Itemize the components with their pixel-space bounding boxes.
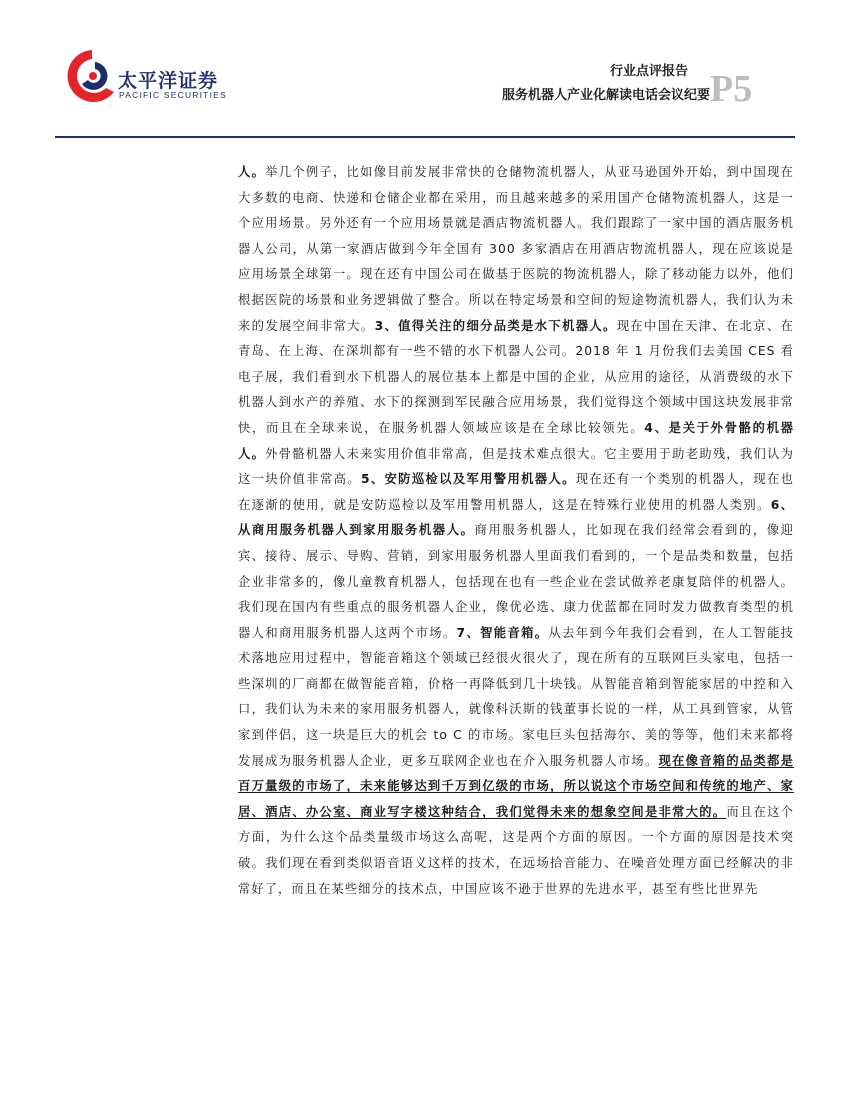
text-run: 商用服务机器人，比如现在我们经常会看到的，像迎宾、接待、展示、导购、营销，到家用服务机器人里面我们看到的，一个是品类和数量，包括企业非常多的，像儿童教育机器人，包括现在也有一些企业在尝试做养老康复陪伴的机器人。我们现在国内有些重点的服务机器人企业，像优必选、康力优蓝都在同时发力做教育类型的机器人和商用服务机器人这两个市场。: [238, 523, 794, 640]
report-title: 服务机器人产业化解读电话会议纪要: [501, 88, 710, 103]
bold-heading-run: 5、安防巡检以及军用警用机器人。: [360, 472, 576, 487]
text-run: 现在还有一个类别的机器人，现在也在逐渐的使用，就是安防巡检以及军用警用机器人，这是在特殊行业使用的机器人类别。: [238, 472, 794, 512]
page-number: P5: [710, 68, 753, 110]
report-type: 行业点评报告: [609, 64, 688, 79]
brand-name-en: PACIFIC SECURITIES: [119, 90, 227, 100]
bold-heading-run: 人。: [238, 165, 266, 179]
text-run: 而且在这个方面，为什么这个品类量级市场这么高呢，这是两个方面的原因。一个方面的原因是技术突破。我们现在看到类似语音语义这样的技术，在远场拾音能力、在噪音处理方面已经解决的非常好了，而且在某些细分的技术点，中国应该不逊于世界的先进水平，甚至有些比世界先: [238, 804, 794, 896]
body-paragraph: [238, 160, 794, 902]
page-header: [0, 0, 850, 140]
text-run: 从去年到今年我们会看到，在人工智能技术落地应用过程中，智能音箱这个领域已经很火很火了，现在所有的互联网巨头家电，包括一些深圳的厂商都在做智能音箱，价格一再降低到几十块钱。从智能音箱到智能家居的中控和入口，我们认为未来的家用服务机器人，就像科沃斯的钱董事长说的一样，从工具到管家，从管家到伴侣，这一块是巨大的机会 to C 的市场。家电巨头包括海尔、美的等等，他们未来都将发展成为服务机器人企业，更多互联网企业也在介入服务机器人市场。: [238, 625, 794, 768]
brand-name-cn: 太平洋证券: [118, 70, 219, 92]
header-divider: [55, 136, 795, 138]
text-run: 举几个例子，比如像目前发展非常快的仓储物流机器人，从亚马逊国外开始，到中国现在大多数的电商、快递和仓储企业都在采用，而且越来越多的采用国产仓储物流机器人，这是一个应用场景。另外还有一个应用场景就是酒店物流机器人。我们跟踪了一家中国的酒店服务机器人公司，从第一家酒店做到今年全国有 300 多家酒店在用酒店物流机器人，现在应该说是应用场景全球第一。现在还有中国公司在做基于医院的物流机器人，除了移动能力以外，他们根据医院的场景和业务逻辑做了整合。所以在特定场景和空间的短途物流机器人，我们认为未来的发展空间非常大。: [238, 165, 794, 333]
text-run: 外骨骼机器人未来实用价值非常高，但是技术难点很大。它主要用于助老助残，我们认为这一块价值非常高。: [238, 446, 794, 487]
text-run: 现在中国在天津、在北京、在青岛、在上海、在深圳都有一些不错的水下机器人公司。2018 年 1 月份我们去美国 CES 看电子展，我们看到水下机器人的展位基本上都是中国的企业，从应用的途径，从消费级的水下机器人到水产的养殖、水下的探测到军民融合应用场景，我们觉得这个领域中国这块发展非常快，而且在全球来说，在服务机器人领域应该是在全球比较领先。: [238, 318, 794, 435]
bold-heading-run: 7、智能音箱。: [456, 625, 549, 640]
bold-heading-run: 3、值得关注的细分品类是水下机器人。: [374, 318, 617, 333]
logo-mark-icon: [62, 44, 122, 114]
bold-heading-run: 6、从商用服务机器人到家用服务机器人。: [238, 497, 795, 538]
bold-heading-run: 4、是关于外骨骼的机器人。: [238, 420, 795, 461]
emphasis-underlined-text: 现在像音箱的品类都是百万量级的市场了，未来能够达到千万到亿级的市场，所以说这个市场空间和传统的地产、家居、酒店、办公室、商业写字楼这种结合，我们觉得未来的想象空间是非常大的。: [238, 753, 794, 819]
